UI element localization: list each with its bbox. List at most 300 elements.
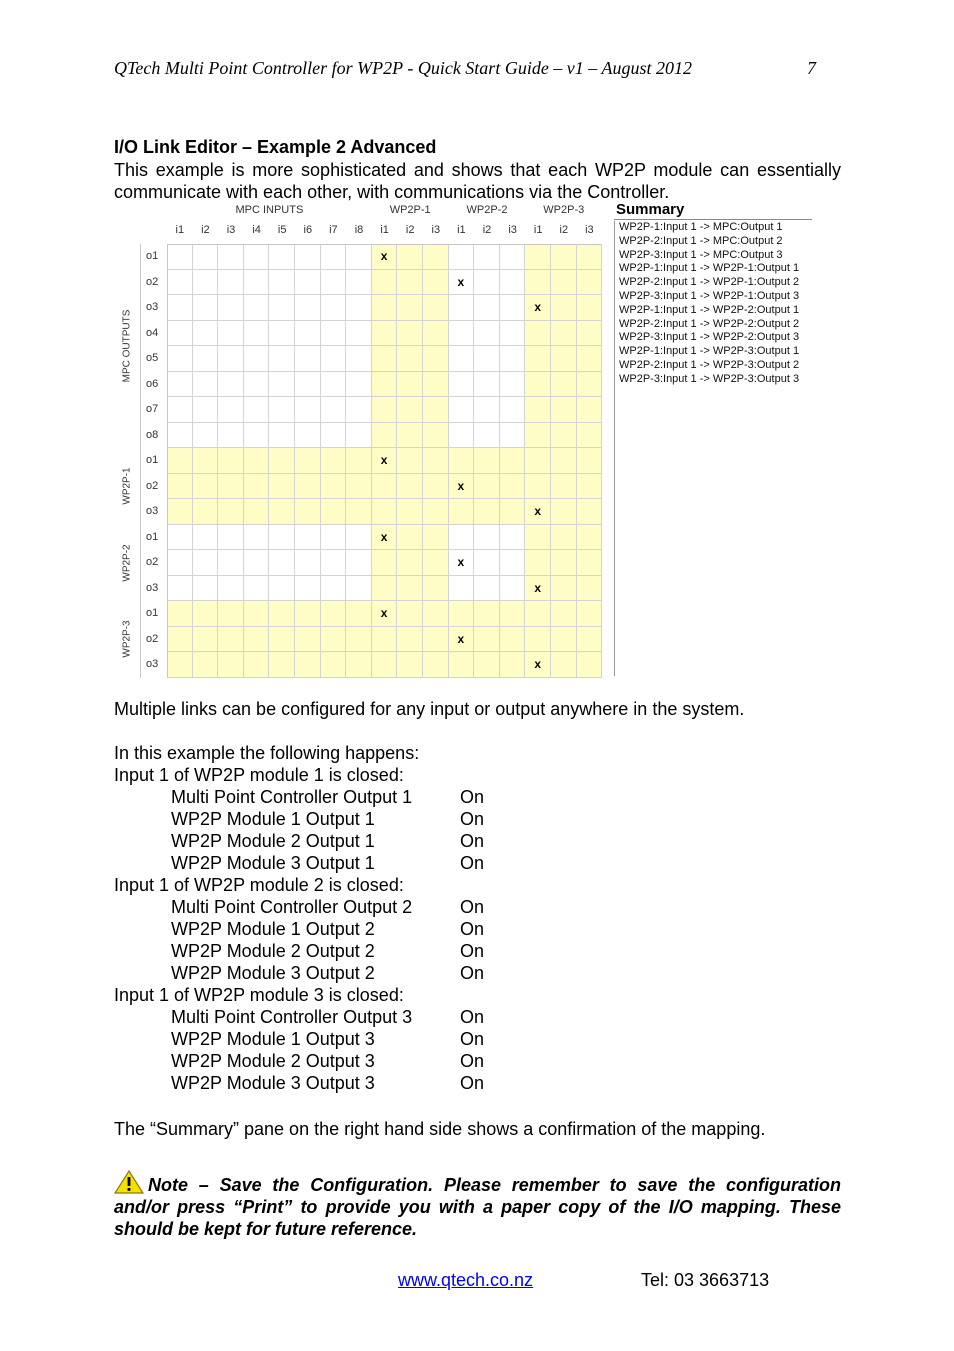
link-cell[interactable] [474, 244, 500, 270]
link-cell[interactable] [500, 321, 526, 347]
link-cell[interactable] [295, 601, 321, 627]
row-group-header [114, 244, 140, 448]
link-cell[interactable] [269, 627, 295, 653]
link-cell[interactable] [551, 499, 577, 525]
link-cell[interactable] [397, 270, 423, 296]
link-cell[interactable] [397, 448, 423, 474]
link-cell[interactable] [474, 295, 500, 321]
column-header: i3 [585, 224, 594, 236]
link-cell[interactable] [525, 550, 551, 576]
link-cell[interactable] [346, 474, 372, 500]
link-cell[interactable] [218, 295, 244, 321]
link-cell[interactable] [423, 397, 449, 423]
link-cell[interactable] [193, 499, 219, 525]
link-cell[interactable] [525, 652, 551, 678]
link-cell[interactable] [525, 576, 551, 602]
link-cell[interactable] [577, 550, 603, 576]
link-cell[interactable] [551, 321, 577, 347]
link-cell[interactable] [397, 627, 423, 653]
link-cell[interactable] [525, 397, 551, 423]
link-cell[interactable] [449, 601, 475, 627]
link-cell[interactable] [372, 448, 398, 474]
link-cell[interactable] [218, 372, 244, 398]
link-cell[interactable] [193, 346, 219, 372]
link-cell[interactable] [372, 550, 398, 576]
link-cell[interactable] [500, 270, 526, 296]
column-header: i4 [252, 224, 261, 236]
link-cell[interactable] [372, 346, 398, 372]
link-cell[interactable] [474, 474, 500, 500]
link-cell[interactable] [167, 372, 193, 398]
link-cell[interactable] [269, 270, 295, 296]
link-cell[interactable] [423, 576, 449, 602]
link-cell[interactable] [423, 448, 449, 474]
link-cell[interactable] [449, 244, 475, 270]
link-cell[interactable] [577, 474, 603, 500]
link-cell[interactable] [295, 652, 321, 678]
link-cell[interactable] [474, 321, 500, 347]
link-cell[interactable] [500, 474, 526, 500]
link-cell[interactable] [423, 627, 449, 653]
link-cell[interactable] [167, 448, 193, 474]
link-cell[interactable] [346, 346, 372, 372]
link-cell[interactable] [167, 601, 193, 627]
link-cell[interactable] [577, 423, 603, 449]
link-cell[interactable] [244, 550, 270, 576]
link-cell[interactable] [167, 474, 193, 500]
link-cell[interactable] [295, 576, 321, 602]
link-cell[interactable] [449, 499, 475, 525]
link-cell[interactable] [167, 295, 193, 321]
link-cell[interactable] [295, 321, 321, 347]
link-cell[interactable] [372, 499, 398, 525]
link-cell[interactable] [295, 423, 321, 449]
link-cell[interactable] [244, 295, 270, 321]
link-cell[interactable] [321, 346, 347, 372]
link-cell[interactable] [397, 295, 423, 321]
link-cell[interactable] [577, 448, 603, 474]
link-cell[interactable] [397, 601, 423, 627]
link-cell[interactable] [167, 550, 193, 576]
link-cell[interactable] [269, 474, 295, 500]
link-cell[interactable] [577, 372, 603, 398]
link-cell[interactable] [551, 244, 577, 270]
link-cell[interactable] [577, 652, 603, 678]
link-cell[interactable] [423, 372, 449, 398]
link-cell[interactable] [218, 346, 244, 372]
link-cell[interactable] [346, 499, 372, 525]
summary-note: The “Summary” pane on the right hand side shows a confirmation of the mapping. [114, 1119, 766, 1139]
link-cell[interactable] [525, 372, 551, 398]
link-cell[interactable] [551, 576, 577, 602]
link-cell[interactable] [244, 627, 270, 653]
link-cell[interactable] [577, 270, 603, 296]
link-cell[interactable] [218, 627, 244, 653]
link-cell[interactable] [449, 423, 475, 449]
link-cell[interactable] [218, 550, 244, 576]
link-cell[interactable] [346, 627, 372, 653]
link-cell[interactable] [449, 652, 475, 678]
link-cell[interactable] [525, 346, 551, 372]
link-cell[interactable] [218, 601, 244, 627]
link-cell[interactable] [577, 321, 603, 347]
link-cell[interactable] [295, 525, 321, 551]
link-cell[interactable] [244, 499, 270, 525]
link-cell[interactable] [551, 652, 577, 678]
link-cell[interactable] [167, 576, 193, 602]
link-cell[interactable] [321, 576, 347, 602]
website-link[interactable]: www.qtech.co.nz [398, 1270, 534, 1290]
link-cell[interactable] [372, 474, 398, 500]
link-cell[interactable] [193, 321, 219, 347]
link-cell[interactable] [321, 499, 347, 525]
link-cell[interactable] [346, 244, 372, 270]
link-cell[interactable] [397, 244, 423, 270]
link-cell[interactable] [449, 448, 475, 474]
link-cell[interactable] [397, 474, 423, 500]
link-cell[interactable] [244, 601, 270, 627]
link-cell[interactable] [269, 550, 295, 576]
link-cell[interactable] [551, 423, 577, 449]
link-cell[interactable] [193, 550, 219, 576]
link-cell[interactable] [218, 244, 244, 270]
link-cell[interactable] [577, 397, 603, 423]
link-cell[interactable] [218, 397, 244, 423]
link-cell[interactable] [269, 346, 295, 372]
link-cell[interactable] [295, 550, 321, 576]
link-cell[interactable] [500, 499, 526, 525]
link-cell[interactable] [321, 372, 347, 398]
link-cell[interactable] [321, 295, 347, 321]
link-cell[interactable] [244, 321, 270, 347]
link-cell[interactable] [269, 321, 295, 347]
link-cell[interactable] [372, 321, 398, 347]
link-cell[interactable] [372, 244, 398, 270]
link-cell[interactable] [500, 550, 526, 576]
link-cell[interactable] [397, 576, 423, 602]
link-cell[interactable] [269, 499, 295, 525]
link-cell[interactable] [295, 372, 321, 398]
link-cell[interactable] [269, 448, 295, 474]
link-cell[interactable] [372, 423, 398, 449]
link-cell[interactable] [193, 397, 219, 423]
link-cell[interactable] [551, 601, 577, 627]
link-cell[interactable] [577, 295, 603, 321]
link-cell[interactable] [269, 576, 295, 602]
link-cell[interactable] [423, 474, 449, 500]
link-cell[interactable] [372, 295, 398, 321]
link-cell[interactable] [321, 244, 347, 270]
link-cell[interactable] [269, 423, 295, 449]
link-cell[interactable] [500, 601, 526, 627]
link-cell[interactable] [321, 321, 347, 347]
link-cell[interactable] [423, 270, 449, 296]
link-cell[interactable] [295, 474, 321, 500]
link-cell[interactable] [525, 474, 551, 500]
link-cell[interactable] [423, 499, 449, 525]
link-cell[interactable] [269, 244, 295, 270]
link-cell[interactable] [321, 627, 347, 653]
link-cell[interactable] [346, 372, 372, 398]
link-cell[interactable] [449, 346, 475, 372]
link-cell[interactable] [193, 601, 219, 627]
link-cell[interactable] [397, 346, 423, 372]
link-cell[interactable] [551, 550, 577, 576]
link-cell[interactable] [269, 525, 295, 551]
link-cell[interactable] [551, 346, 577, 372]
link-cell[interactable] [449, 270, 475, 296]
link-cell[interactable] [397, 423, 423, 449]
link-cell[interactable] [474, 448, 500, 474]
link-cell[interactable] [346, 550, 372, 576]
link-cell[interactable] [474, 346, 500, 372]
case-item [114, 940, 614, 962]
link-cell[interactable] [551, 448, 577, 474]
link-cell[interactable] [295, 244, 321, 270]
link-cell[interactable] [500, 576, 526, 602]
link-cell[interactable] [577, 601, 603, 627]
link-cell[interactable] [167, 244, 193, 270]
link-cell[interactable] [321, 550, 347, 576]
link-cell[interactable] [525, 448, 551, 474]
link-cell[interactable] [193, 627, 219, 653]
link-cell[interactable] [474, 652, 500, 678]
link-cell[interactable] [346, 448, 372, 474]
link-cell[interactable] [167, 499, 193, 525]
link-cell[interactable] [167, 270, 193, 296]
link-cell[interactable] [449, 525, 475, 551]
link-cell[interactable] [474, 525, 500, 551]
link-cell[interactable] [474, 423, 500, 449]
link-cell[interactable] [449, 627, 475, 653]
link-cell[interactable] [551, 525, 577, 551]
link-cell[interactable] [346, 270, 372, 296]
link-cell[interactable] [474, 397, 500, 423]
link-cell[interactable] [295, 397, 321, 423]
link-cell[interactable] [295, 499, 321, 525]
link-cell[interactable] [449, 576, 475, 602]
link-cell[interactable] [167, 423, 193, 449]
link-cell[interactable] [372, 601, 398, 627]
link-cell[interactable] [193, 525, 219, 551]
link-cell[interactable] [525, 499, 551, 525]
link-cell[interactable] [218, 525, 244, 551]
link-cell[interactable] [244, 372, 270, 398]
link-cell[interactable] [218, 576, 244, 602]
link-cell[interactable] [295, 295, 321, 321]
link-cell[interactable] [167, 346, 193, 372]
link-cell[interactable] [372, 270, 398, 296]
link-cell[interactable] [449, 474, 475, 500]
row-header: o1 [146, 250, 159, 262]
link-cell[interactable] [346, 601, 372, 627]
link-cell[interactable] [474, 576, 500, 602]
link-cell[interactable] [269, 397, 295, 423]
link-cell[interactable] [474, 499, 500, 525]
link-cell[interactable] [577, 576, 603, 602]
link-cell[interactable] [525, 321, 551, 347]
link-cell[interactable] [525, 423, 551, 449]
link-cell[interactable] [423, 550, 449, 576]
link-cell[interactable] [423, 295, 449, 321]
link-cell[interactable] [167, 652, 193, 678]
link-cell[interactable] [244, 397, 270, 423]
link-cell[interactable] [346, 525, 372, 551]
link-cell[interactable] [474, 627, 500, 653]
link-cell[interactable] [321, 423, 347, 449]
link-cell[interactable] [193, 295, 219, 321]
link-cell[interactable] [525, 525, 551, 551]
link-cell[interactable] [474, 550, 500, 576]
link-cell[interactable] [244, 244, 270, 270]
link-cell[interactable] [346, 423, 372, 449]
link-cell[interactable] [525, 295, 551, 321]
link-cell[interactable] [449, 372, 475, 398]
link-cell[interactable] [244, 474, 270, 500]
link-cell[interactable] [167, 627, 193, 653]
link-cell[interactable] [577, 244, 603, 270]
link-cell[interactable] [295, 270, 321, 296]
link-cell[interactable] [577, 627, 603, 653]
link-cell[interactable] [244, 346, 270, 372]
link-cell[interactable] [269, 601, 295, 627]
link-cell[interactable] [321, 652, 347, 678]
link-cell[interactable] [193, 270, 219, 296]
link-cell[interactable] [500, 295, 526, 321]
link-cell[interactable] [372, 652, 398, 678]
link-cell[interactable] [397, 499, 423, 525]
link-cell[interactable] [346, 321, 372, 347]
link-cell[interactable] [449, 397, 475, 423]
link-cell[interactable] [269, 652, 295, 678]
link-cell[interactable] [193, 652, 219, 678]
link-cell[interactable] [500, 525, 526, 551]
link-cell[interactable] [449, 550, 475, 576]
link-cell[interactable] [218, 652, 244, 678]
link-cell[interactable] [167, 321, 193, 347]
link-cell[interactable] [397, 652, 423, 678]
link-cell[interactable] [397, 525, 423, 551]
link-cell[interactable] [295, 627, 321, 653]
link-cell[interactable] [551, 372, 577, 398]
link-cell[interactable] [218, 423, 244, 449]
link-cell[interactable] [218, 321, 244, 347]
link-cell[interactable] [321, 525, 347, 551]
link-cell[interactable] [551, 295, 577, 321]
link-cell[interactable] [423, 525, 449, 551]
link-cell[interactable] [500, 346, 526, 372]
link-cell[interactable] [321, 270, 347, 296]
link-cell[interactable] [525, 270, 551, 296]
link-cell[interactable] [346, 576, 372, 602]
link-cell[interactable] [449, 321, 475, 347]
link-cell[interactable] [397, 372, 423, 398]
link-cell[interactable] [577, 499, 603, 525]
link-cell[interactable] [244, 576, 270, 602]
link-cell[interactable] [500, 423, 526, 449]
link-cell[interactable] [346, 397, 372, 423]
link-cell[interactable] [372, 627, 398, 653]
link-cell[interactable] [474, 601, 500, 627]
output-state: On [460, 941, 485, 961]
link-cell[interactable] [500, 244, 526, 270]
link-cell[interactable] [321, 448, 347, 474]
link-cell[interactable] [244, 652, 270, 678]
link-cell[interactable] [244, 525, 270, 551]
link-cell[interactable] [269, 295, 295, 321]
link-cell[interactable] [193, 372, 219, 398]
link-cell[interactable] [423, 321, 449, 347]
link-cell[interactable] [397, 397, 423, 423]
document-title: QTech Multi Point Controller for WP2P - Quick Start Guide – v1 – August 2012 [114, 58, 692, 78]
link-cell[interactable] [244, 270, 270, 296]
link-cell[interactable] [500, 448, 526, 474]
link-cell[interactable] [474, 270, 500, 296]
link-cell[interactable] [474, 372, 500, 398]
link-cell[interactable] [372, 397, 398, 423]
link-cell[interactable] [321, 397, 347, 423]
link-cell[interactable] [244, 448, 270, 474]
link-cell[interactable] [423, 346, 449, 372]
link-cell[interactable] [372, 576, 398, 602]
link-cell[interactable] [218, 474, 244, 500]
link-cell[interactable] [193, 244, 219, 270]
link-cell[interactable] [551, 627, 577, 653]
link-cell[interactable] [218, 448, 244, 474]
link-cell[interactable] [346, 295, 372, 321]
link-cell[interactable] [500, 372, 526, 398]
link-cell[interactable] [500, 397, 526, 423]
link-cell[interactable] [346, 652, 372, 678]
link-cell[interactable] [372, 525, 398, 551]
link-cell[interactable] [244, 423, 270, 449]
link-cell[interactable] [525, 601, 551, 627]
link-cell[interactable] [500, 652, 526, 678]
link-cell[interactable] [193, 576, 219, 602]
link-cell[interactable] [193, 423, 219, 449]
link-cell[interactable] [525, 244, 551, 270]
summary-item: WP2P-2:Input 1 -> MPC:Output 2 [619, 234, 783, 247]
link-cell[interactable] [525, 627, 551, 653]
link-cell[interactable] [193, 448, 219, 474]
column-header: i1 [457, 224, 466, 236]
link-cell[interactable] [449, 295, 475, 321]
link-cell[interactable] [167, 397, 193, 423]
link-cell[interactable] [193, 474, 219, 500]
link-cell[interactable] [423, 601, 449, 627]
link-cell[interactable] [321, 601, 347, 627]
link-cell[interactable] [551, 270, 577, 296]
link-cell[interactable] [551, 397, 577, 423]
link-cell[interactable] [321, 474, 347, 500]
link-cell[interactable] [577, 525, 603, 551]
link-cell[interactable] [167, 525, 193, 551]
link-cell[interactable] [397, 550, 423, 576]
link-cell[interactable] [397, 321, 423, 347]
link-cell[interactable] [577, 346, 603, 372]
link-cell[interactable] [372, 372, 398, 398]
link-cell[interactable] [218, 270, 244, 296]
link-cell[interactable] [551, 474, 577, 500]
link-cell[interactable] [218, 499, 244, 525]
link-cell[interactable] [269, 372, 295, 398]
link-cell[interactable] [423, 652, 449, 678]
link-cell[interactable] [295, 346, 321, 372]
link-cell[interactable] [500, 627, 526, 653]
link-cell[interactable] [295, 448, 321, 474]
link-cell[interactable] [423, 423, 449, 449]
link-cell[interactable] [423, 244, 449, 270]
